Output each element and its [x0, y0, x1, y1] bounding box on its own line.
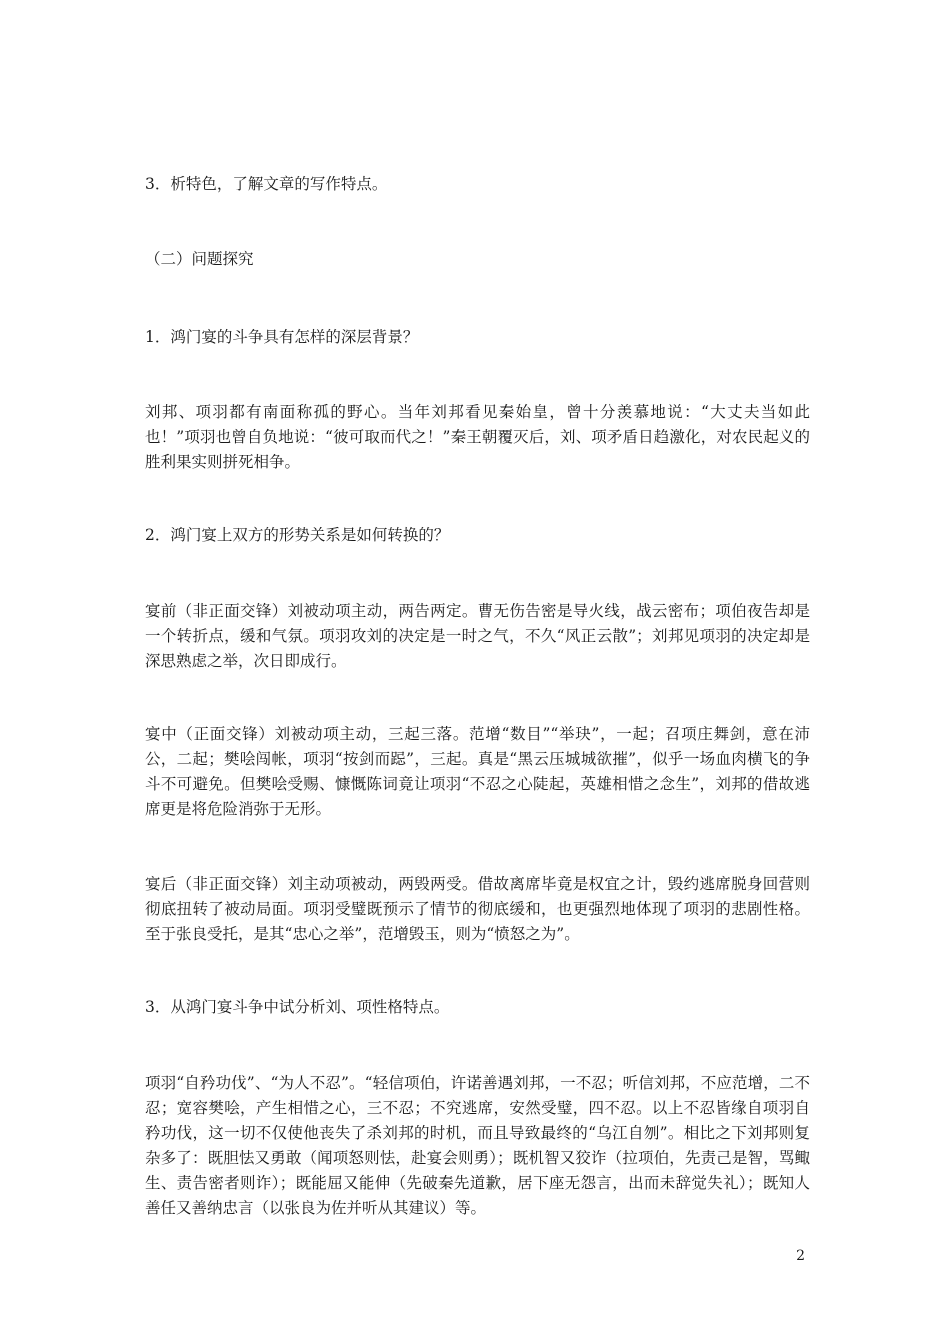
question-heading: 2．鸿门宴上双方的形势关系是如何转换的？	[145, 526, 450, 544]
paragraph: 宴后（非正面交锋）刘主动项被动，两毁两受。借故离席毕竟是权宜之计，毁约逃席脱身回营则彻底扭转了被动局面。项羽受璧既预示了情节的彻底缓和，也更强烈地体现了项羽的悲剧性格。至于张良受托，是其“忠心之举”，范增毁玉，则为“愤怒之为”。	[145, 875, 810, 943]
question-heading: 1．鸿门宴的斗争具有怎样的深层背景？	[145, 328, 419, 346]
paragraph: 宴前（非正面交锋）刘被动项主动，两告两定。曹无伤告密是导火线，战云密布；项伯夜告却是一个转折点，缓和气氛。项羽攻刘的决定是一时之气，不久“风正云散”；刘邦见项羽的决定却是深思熟虑之举，次日即成行。	[145, 602, 810, 670]
page-number: 2	[796, 1248, 805, 1264]
paragraph: 刘邦、项羽都有南面称孤的野心。当年刘邦看见秦始皇，曾十分羡慕地说：“大丈夫当如此也！”项羽也曾自负地说：“彼可取而代之！”秦王朝覆灭后，刘、项矛盾日趋激化，对农民起义的胜利果实则拼死相争。	[145, 403, 810, 471]
paragraph: 宴中（正面交锋）刘被动项主动，三起三落。范增“数目”“举玦”，一起；召项庄舞剑，意在沛公，二起；樊哙闯帐，项羽“按剑而跽”，三起。真是“黑云压城城欲摧”，似乎一场血肉横飞的争斗不可避免。但樊哙受赐、慷慨陈词竟让项羽“不忍之心陡起，英雄相惜之念生”，刘邦的借故逃席更是将危险消弥于无形。	[145, 725, 810, 818]
question-heading: 3．从鸿门宴斗争中试分析刘、项性格特点。	[145, 998, 450, 1016]
paragraph: 项羽“自矜功伐”、“为人不忍”。“轻信项伯，许诺善遇刘邦，一不忍；听信刘邦，不应范增，二不忍；宽容樊哙，产生相惜之心，三不忍；不究逃席，安然受璧，四不忍。以上不忍皆缘自项羽自矜功伐，这一切不仅使他丧失了杀刘邦的时机，而且导致最终的“乌江自刎”。相比之下刘邦则复杂多了：既胆怯又勇敢（闻项怒则怯，赴宴会则勇）；既机智又狡诈（拉项伯，先责己是智，骂鲰生、责告密者则诈）；既能屈又能伸（先破秦先道歉，居下座无怨言，出而未辞觉失礼）；既知人善任又善纳忠言（以张良为佐并听从其建议）等。	[145, 1074, 810, 1217]
list-item-analyze-features: 3．析特色，了解文章的写作特点。	[145, 175, 388, 193]
section-heading: （二）问题探究	[145, 250, 254, 268]
